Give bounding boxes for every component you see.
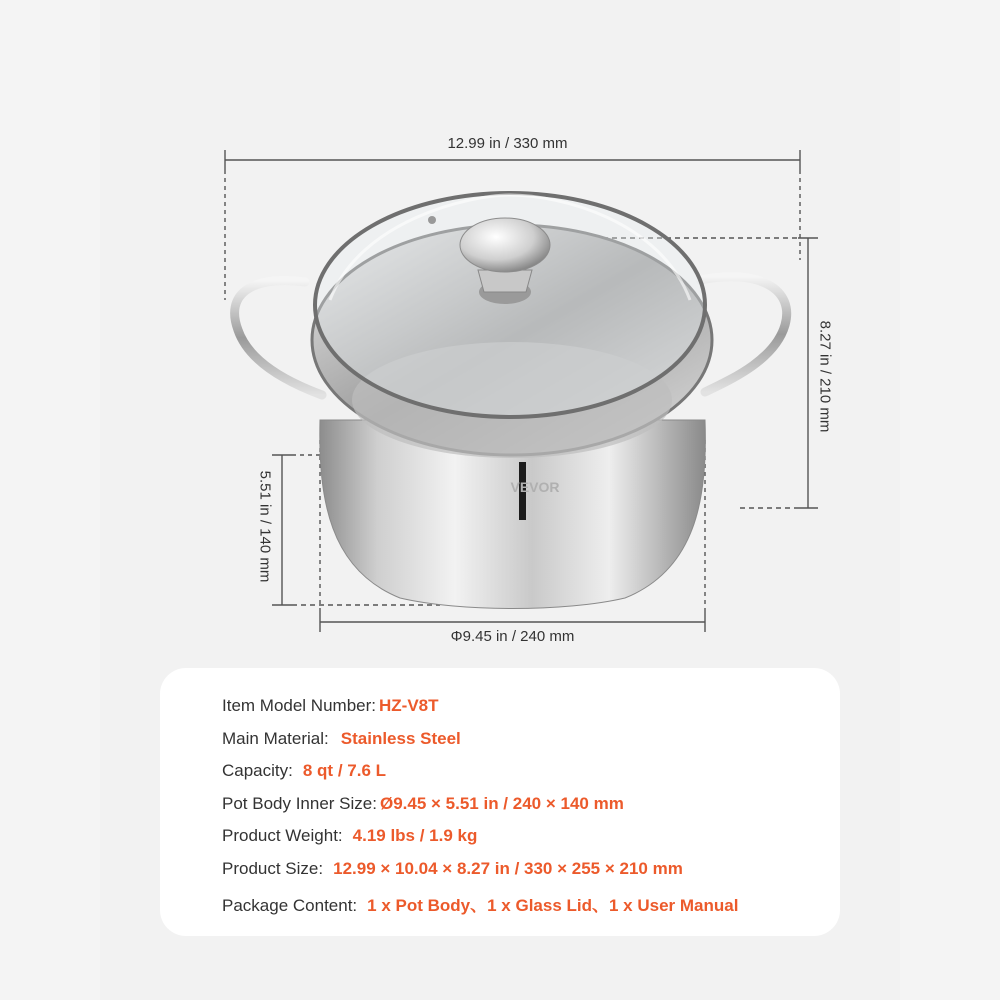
width-dimension-label: 12.99 in / 330 mm <box>447 135 568 152</box>
spec-list <box>222 696 738 924</box>
diameter-dimension-label: Φ9.45 in / 240 mm <box>450 628 575 645</box>
spec-row-weight <box>222 826 738 859</box>
spec-label: Capacity: <box>222 761 293 780</box>
steam-vent <box>428 216 436 224</box>
spec-label: Main Material: <box>222 728 329 748</box>
spec-value: 4.19 lbs / 1.9 kg <box>352 826 478 845</box>
spec-value: 12.99 × 10.04 × 8.27 in / 330 × 255 × 210 mm <box>333 858 683 878</box>
spec-value: 8 qt / 7.6 L <box>302 761 387 780</box>
spec-label: Pot Body Inner Size: <box>222 793 377 813</box>
spec-label: Product Weight: <box>222 826 343 845</box>
spec-value: 1 x Pot Body、1 x Glass Lid、1 x User Manual <box>367 896 739 915</box>
spec-row-material <box>222 729 738 762</box>
spec-value: Stainless Steel <box>340 728 461 748</box>
body-height-dimension-label: 5.51 in / 140 mm <box>256 470 274 583</box>
spec-row-model <box>222 696 738 729</box>
spec-value: HZ-V8T <box>379 696 439 715</box>
spec-label: Product Size: <box>222 858 324 878</box>
spec-row-size <box>222 859 738 892</box>
spec-row-package <box>222 891 738 924</box>
lid-knob <box>460 218 550 272</box>
spec-card <box>160 668 840 936</box>
spec-row-capacity <box>222 761 738 794</box>
spec-row-inner-size <box>222 794 738 827</box>
brand-logo: VEVOR <box>510 479 560 495</box>
spec-value: Ø9.45 × 5.51 in / 240 × 140 mm <box>379 793 624 813</box>
height-dimension-label: 8.27 in / 210 mm <box>816 320 834 433</box>
left-handle <box>235 281 322 395</box>
spec-label: Package Content: <box>222 896 358 915</box>
spec-label: Item Model Number: <box>222 696 376 715</box>
